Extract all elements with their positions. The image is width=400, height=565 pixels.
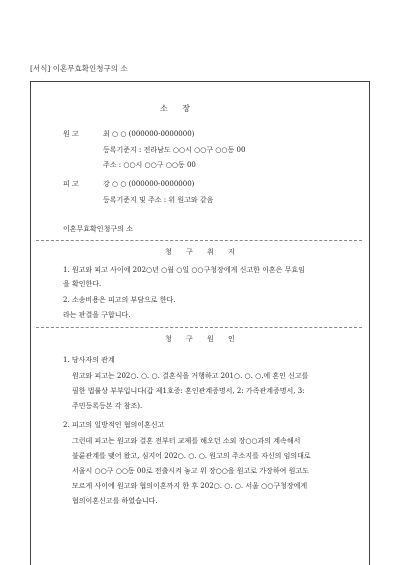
section2-title: 2. 피고의 일방적인 협의이혼신고 [63,421,165,429]
defendant-role: 피 고 [63,180,79,188]
divider-middle [36,327,362,328]
plaintiff-role: 원 고 [63,130,79,138]
defendant-name: 강 ○ ○ (000000-0000000) [103,180,195,188]
plaintiff-registry: 등록기준지 : 전라남도 ○○시 ○○구 ○○동 00 [103,146,246,154]
document-label: [서식] 이혼무효확인청구의 소 [30,64,128,73]
document-title: 소 장 [160,104,196,113]
section2-line-2: 불륜관계를 맺어 왔고, 심지어 202○. ○. ○. 원고의 주소지를 자신의 임의대로 [72,452,311,460]
plaintiff-name: 최 ○ ○ (000000-0000000) [103,130,195,138]
defendant-registry: 등록기준지 및 주소 : 위 원고와 같음 [103,196,214,204]
claim-line-3: 2. 소송비용은 피고의 부담으로 한다. [63,296,176,304]
divider-top [36,240,362,241]
claim-heading: 청 구 취 지 [165,248,241,256]
claim-line-1: 1. 원고와 피고 사이에 202○년 ○월 ○일 ○○구청장에게 신고한 이혼은 무효임 [63,266,305,274]
cause-heading: 청 구 원 인 [165,335,241,343]
plaintiff-address: 주소 : ○○시 ○○구 ○○동 00 [103,161,196,169]
claim-line-4: 라는 판결을 구합니다. [63,311,131,319]
claim-line-2: 을 확인한다. [63,280,102,288]
section1-title: 1. 당사자의 관계 [63,356,115,364]
section2-line-3: 서울시 ○○구 ○○동 00로 전출시켜 놓고 위 장○○을 원고로 가장하여 원고도 [72,467,309,475]
section1-line-2: 필한 법률상 부부입니다(갑 제1호증: 혼인관계증명서, 2: 가족관계증명서, 3: [72,387,305,395]
section2-line-5: 협의이혼신고를 하였습니다. [72,497,158,505]
section2-line-4: 모르게 사이에 원고와 협의이혼까지 한 후 202○. ○. ○. 서울 ○○구청장에게 [72,482,308,490]
case-name: 이혼무효확인청구의 소 [63,225,133,233]
section1-line-3: 주민등록등본 각 참조). [72,402,143,410]
section2-line-1: 그런데 피고는 원고와 결혼 전부터 교제를 해오던 소외 장○○과의 계속해서 [72,437,301,445]
section1-line-1: 원고와 피고는 202○. ○. ○. 결혼식을 거행하고 201○. ○. ○.에 혼인 신고를 [72,372,309,380]
